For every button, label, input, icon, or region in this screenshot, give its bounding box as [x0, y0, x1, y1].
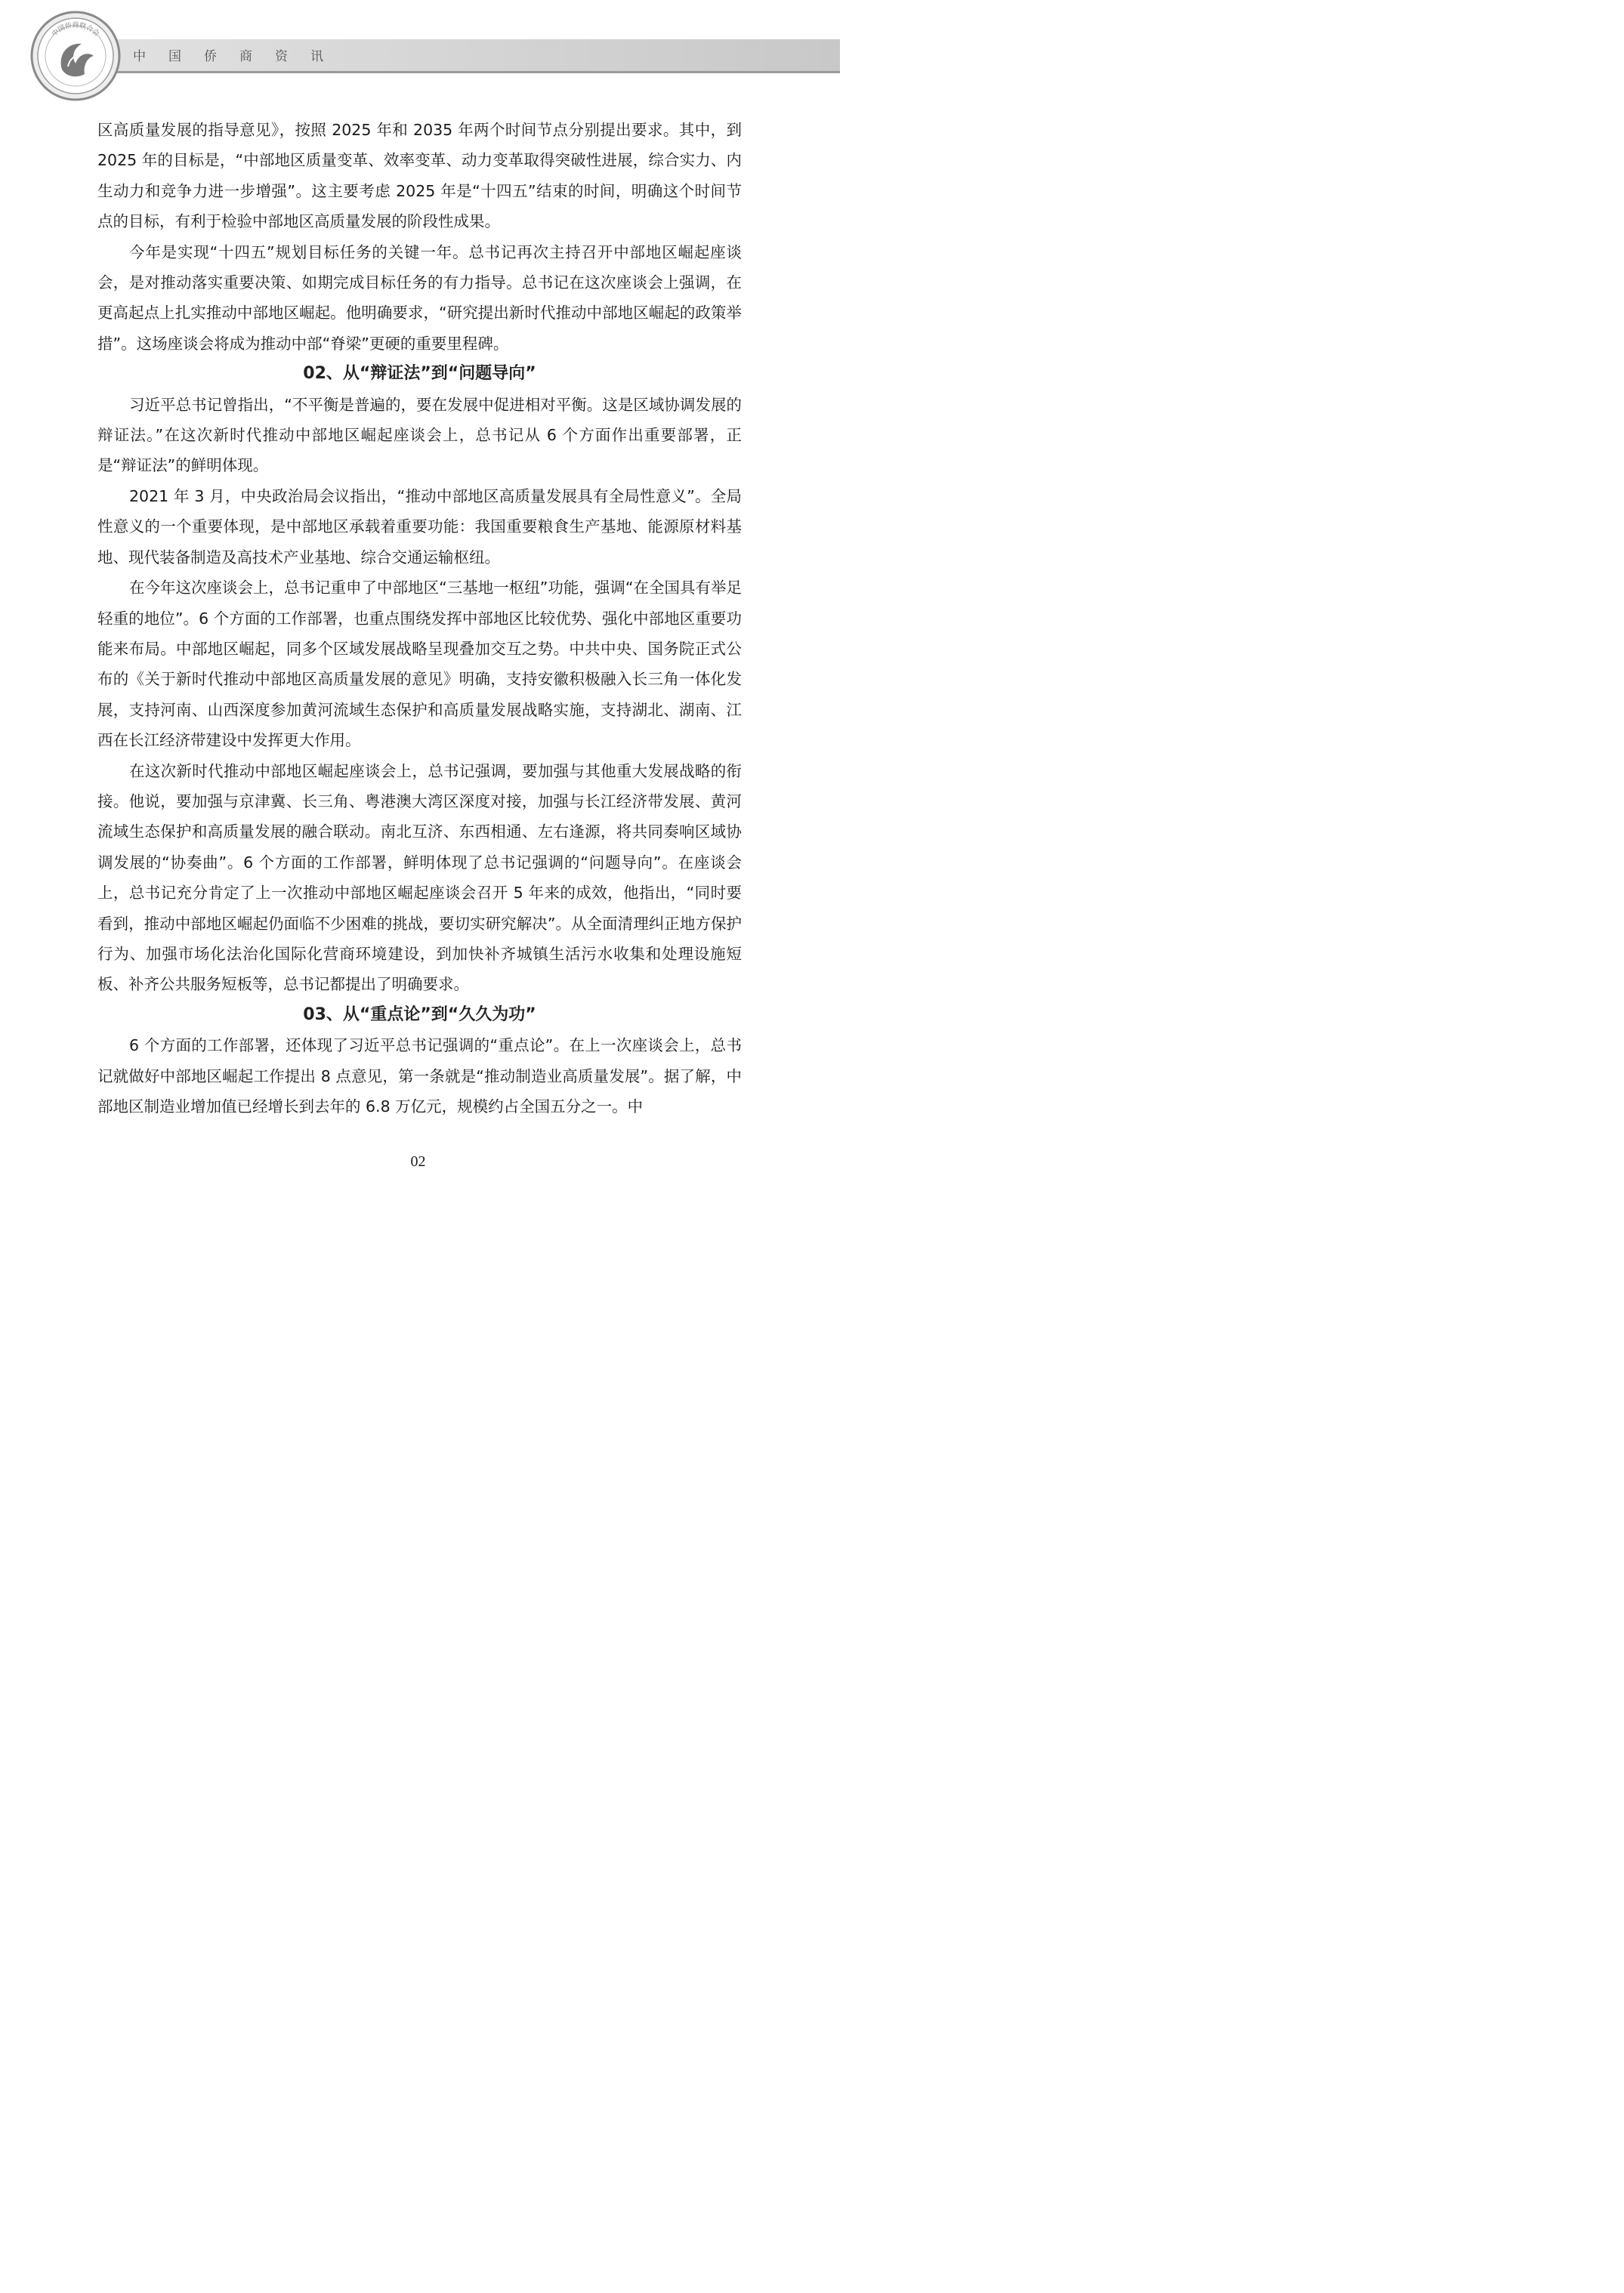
svg-text:中国侨商联合会: 中国侨商联合会	[51, 22, 100, 39]
paragraph: 6 个方面的工作部署，还体现了习近平总书记强调的“重点论”。在上一次座谈会上，总书记就做好中部地区崛起工作提出 8 点意见，第一条就是“推动制造业高质量发展”。据了解，中部地区制造业增加值已经增长到去年的 6.8 万亿元，规模约占全国五分之一。中	[97, 1036, 742, 1116]
paragraph: 今年是实现“十四五”规划目标任务的关键一年。总书记再次主持召开中部地区崛起座谈会，是对推动落实重要决策、如期完成目标任务的有力指导。总书记在这次座谈会上强调，在更高起点上扎实推动中部地区崛起。他明确要求，“研究提出新时代推动中部地区崛起的政策举措”。这场座谈会将成为推动中部“脊梁”更硬的重要里程碑。	[97, 242, 742, 353]
paragraph: 区高质量发展的指导意见》，按照 2025 年和 2035 年两个时间节点分别提出要求。其中，到 2025 年的目标是，“中部地区质量变革、效率变革、动力变革取得突破性进展，综合实力、内生动力和竞争力进一步增强”。这主要考虑 2025 年是“十四五”结束的时间，明确这个时间节点的目标，有利于检验中部地区高质量发展的阶段性成果。	[97, 121, 742, 231]
paragraph: 在这次新时代推动中部地区崛起座谈会上，总书记强调，要加强与其他重大发展战略的衔接。他说，要加强与京津冀、长三角、粤港澳大湾区深度对接，加强与长江经济带发展、黄河流域生态保护和高质量发展的融合联动。南北互济、东西相通、左右逢源，将共同奏响区域协调发展的“协奏曲”。6 个方面的工作部署，鲜明体现了总书记强调的“问题导向”。在座谈会上，总书记充分肯定了上一次推动中部地区崛起座谈会召开 5 年来的成效，他指出，“同时要看到，推动中部地区崛起仍面临不少困难的挑战，要切实研究解决”。从全面清理纠正地方保护行为、加强市场化法治化国际化营商环境建设，到加快补齐城镇生活污水收集和处理设施短板、补齐公共服务短板等，总书记都提出了明确要求。	[97, 761, 742, 994]
header-title: 中国侨商资讯	[133, 49, 346, 64]
paragraph: 习近平总书记曾指出，“不平衡是普遍的，要在发展中促进相对平衡。这是区域协调发展的辩证法。”在这次新时代推动中部地区崛起座谈会上，总书记从 6 个方面作出重要部署，正是“辩证法”的鲜明体现。	[97, 395, 742, 475]
paragraph: 在今年这次座谈会上，总书记重申了中部地区“三基地一枢纽”功能，强调“在全国具有举足轻重的地位”。6 个方面的工作部署，也重点围绕发挥中部地区比较优势、强化中部地区重要功能来布局。中部地区崛起，同多个区域发展战略呈现叠加交互之势。中共中央、国务院正式公布的《关于新时代推动中部地区高质量发展的意见》明确，支持安徽积极融入长三角一体化发展，支持河南、山西深度参加黄河流域生态保护和高质量发展战略实施，支持湖北、湖南、江西在长江经济带建设中发挥更大作用。	[97, 579, 742, 750]
logo-icon	[29, 9, 122, 103]
paragraph: 2021 年 3 月，中央政治局会议指出，“推动中部地区高质量发展具有全局性意义”。全局性意义的一个重要体现，是中部地区承载着重要功能：我国重要粮食生产基地、能源原材料基地、现代装备制造及高技术产业基地、综合交通运输枢纽。	[97, 486, 742, 566]
article-body	[97, 115, 742, 1122]
page-number: 02	[410, 1153, 426, 1170]
section-heading: 02、从“辩证法”到“问题导向”	[303, 364, 536, 384]
section-heading: 03、从“重点论”到“久久为功”	[303, 1005, 536, 1024]
